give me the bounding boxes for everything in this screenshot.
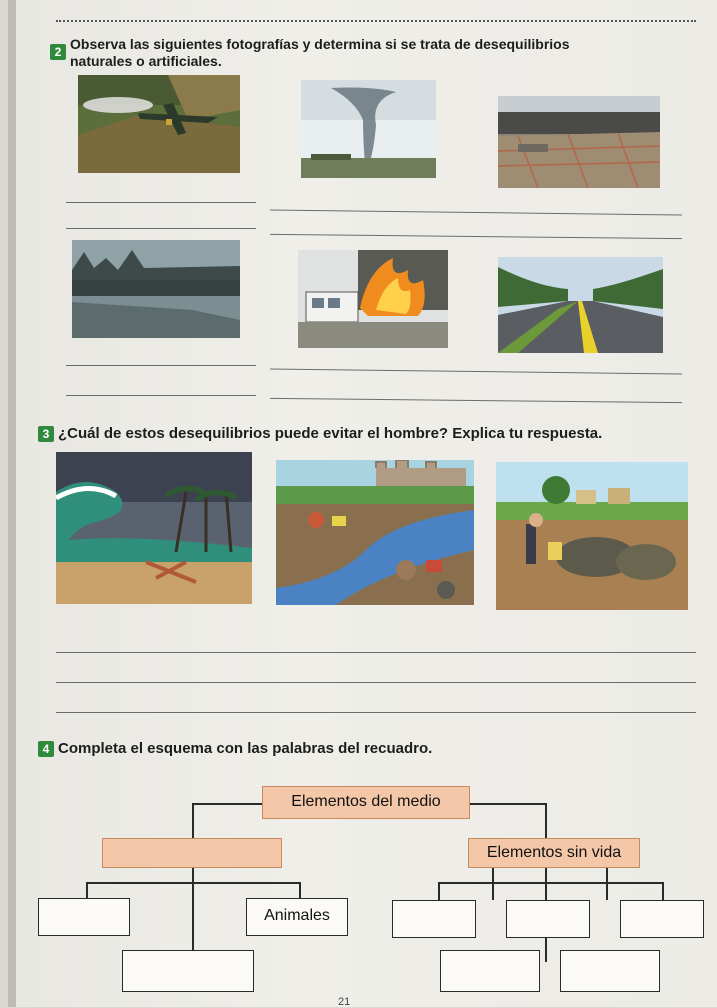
scheme-root-box (262, 786, 470, 819)
tornado-photo (301, 80, 436, 178)
scheme-blank-box[interactable] (122, 950, 254, 992)
scheme-connector (192, 866, 194, 962)
answer-line[interactable] (66, 202, 256, 203)
answer-line[interactable] (56, 652, 696, 653)
page-number: 21 (338, 996, 351, 1008)
dumping-trash-illustration (496, 462, 688, 610)
scheme-right-branch-box (468, 838, 640, 868)
scheme-connector (438, 882, 440, 900)
header-dotted-line (56, 20, 696, 22)
scheme-animals-label: Animales (264, 907, 330, 924)
crop-duster-plane-photo (78, 75, 240, 173)
tsunami-illustration (56, 452, 252, 604)
scheme-root-label: Elementos del medio (291, 793, 441, 810)
answer-line[interactable] (270, 234, 682, 239)
scheme-blank-box[interactable] (440, 950, 540, 992)
scheme-blank-box[interactable] (560, 950, 660, 992)
polluted-river-illustration (276, 460, 474, 605)
answer-line[interactable] (270, 209, 682, 215)
scheme-connector (192, 803, 194, 839)
answer-line[interactable] (56, 682, 696, 683)
activity-2-line-1: Observa las siguientes fotografías y determina si se trata de desequilibrios (70, 36, 570, 52)
fire-photo (298, 250, 448, 348)
scheme-blank-box[interactable] (506, 900, 590, 938)
answer-line[interactable] (270, 398, 682, 403)
activity-2-number: 2 (50, 44, 66, 60)
answer-line[interactable] (66, 395, 256, 396)
scheme-blank-box[interactable] (392, 900, 476, 938)
flooded-village-photo (72, 240, 240, 338)
scheme-blank-box[interactable] (38, 898, 130, 936)
scheme-connector (545, 803, 547, 839)
activity-4-number: 4 (38, 741, 54, 757)
scheme-blank-box[interactable] (620, 900, 704, 938)
book-spine (8, 0, 16, 1007)
scheme-connector (492, 866, 494, 900)
garbage-dump-photo (498, 96, 660, 188)
activity-2-line-2: naturales o artificiales. (70, 53, 222, 69)
scheme-connector (662, 882, 664, 900)
workbook-page (8, 0, 717, 1007)
answer-line[interactable] (56, 712, 696, 713)
scheme-connector (86, 882, 300, 884)
answer-line[interactable] (66, 365, 256, 366)
activity-3-number: 3 (38, 426, 54, 442)
answer-line[interactable] (66, 228, 256, 229)
scheme-animals-box (246, 898, 348, 936)
scheme-connector (438, 882, 663, 884)
activity-2-instruction (70, 36, 690, 70)
answer-line[interactable] (270, 368, 682, 374)
scheme-connector (606, 866, 608, 900)
activity-3-instruction: ¿Cuál de estos desequilibrios puede evitar el hombre? Explica tu respuesta. (58, 425, 603, 442)
scheme-blank-orange-box[interactable] (102, 838, 282, 868)
highway-photo (498, 257, 663, 353)
activity-4-instruction: Completa el esquema con las palabras del recuadro. (58, 740, 433, 757)
scheme-right-branch-label: Elementos sin vida (486, 844, 622, 861)
